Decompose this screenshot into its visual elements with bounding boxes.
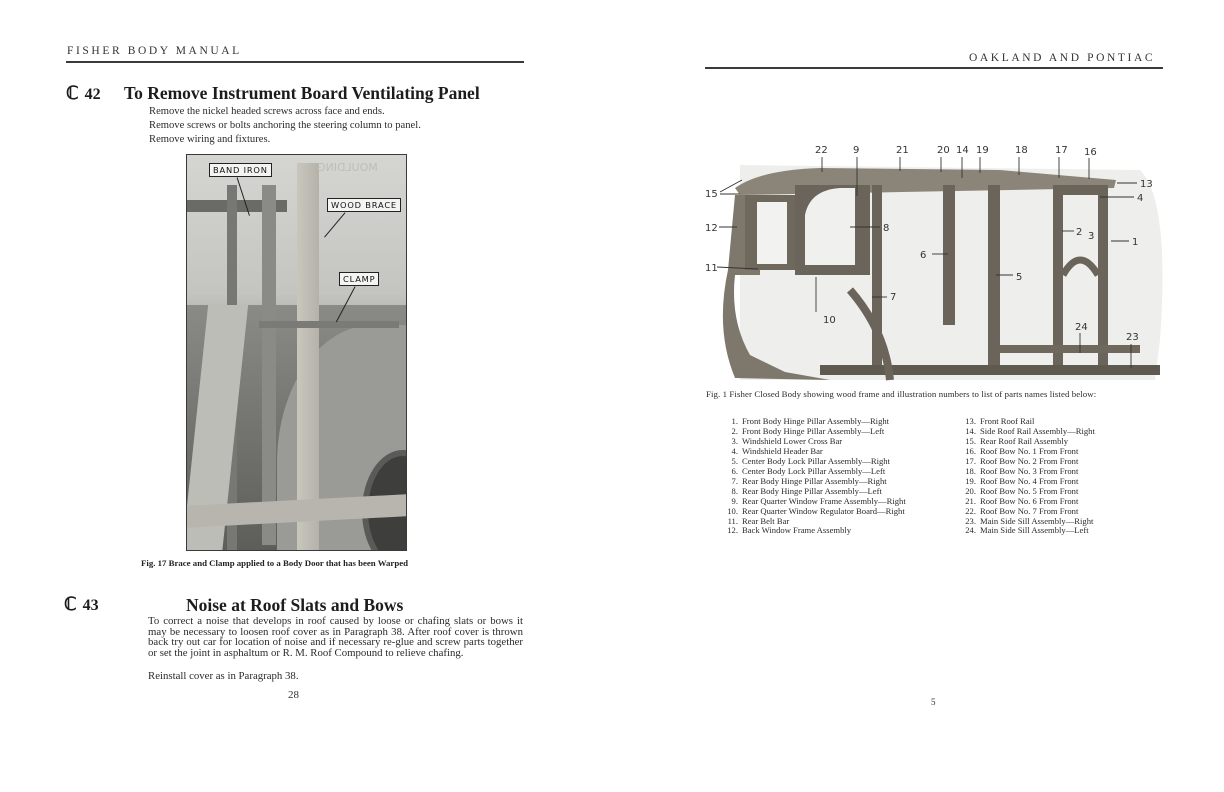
part-number: 12.: [727, 525, 738, 536]
part-number: 9.: [731, 495, 738, 506]
label-15: 15: [705, 189, 718, 200]
page-number-right: 5: [931, 697, 936, 707]
part-number: 17.: [965, 455, 976, 466]
part-name: Main Side Sill Assembly—Right: [980, 515, 1094, 526]
label-18: 18: [1015, 145, 1028, 156]
part-name: Roof Bow No. 6 From Front: [980, 495, 1079, 506]
part-name: Rear Belt Bar: [742, 515, 790, 526]
paragraph-mark-42: [66, 83, 101, 104]
part-name: Roof Bow No. 7 From Front: [980, 505, 1079, 516]
section-43-body: To correct a noise that develops in roof caused by loose or chafing slats or bows it may be necessary to loosen roof cover as in Paragraph 38. After roof cover is thrown back try out car for location of noise and if necessary re-glue and screw parts together or set the joint in asphaltum or R. M. Roof Compound to relieve chafing.: [148, 615, 523, 659]
paragraph-mark-43: [64, 594, 99, 615]
label-17: 17: [1055, 145, 1068, 156]
instruction-line: Remove wiring and fixtures.: [149, 134, 271, 145]
label-19: 19: [976, 145, 989, 156]
part-number: 14.: [965, 425, 976, 436]
figure-17-photo: [186, 154, 407, 551]
part-number: 16.: [965, 445, 976, 456]
parts-list-right: [962, 417, 1095, 536]
paragraph-number: 43: [82, 597, 99, 614]
part-name: Roof Bow No. 3 From Front: [980, 465, 1079, 476]
part-name: Windshield Lower Cross Bar: [742, 435, 843, 446]
label-16: 16: [1084, 147, 1097, 158]
part-name: Front Roof Rail: [980, 416, 1035, 426]
part-name: Rear Quarter Window Regulator Board—Right: [742, 505, 905, 516]
label-23: 23: [1126, 332, 1139, 343]
main-sill: [820, 365, 1160, 375]
wood-brace: [297, 163, 319, 550]
label-7: 7: [890, 292, 897, 303]
part-name: Roof Bow No. 5 From Front: [980, 485, 1079, 496]
label-10: 10: [823, 315, 836, 326]
part-name: Front Body Hinge Pillar Assembly—Left: [742, 425, 885, 436]
bleed-through-text: MOULDING: [317, 161, 378, 174]
part-name: Rear Quarter Window Frame Assembly—Right: [742, 495, 906, 506]
label-13: 13: [1140, 179, 1153, 190]
part-number: 21.: [965, 495, 976, 506]
header-rule: [705, 67, 1163, 69]
part-number: 10.: [727, 505, 738, 516]
part-number: 23.: [965, 515, 976, 526]
instruction-line: Remove screws or bolts anchoring the steering column to panel.: [149, 120, 421, 131]
figure-17-caption: Fig. 17 Brace and Clamp applied to a Body Door that has been Warped: [141, 558, 409, 568]
header-rule: [66, 61, 524, 63]
label-11: 11: [705, 263, 718, 274]
label-9: 9: [853, 145, 860, 156]
paragraph-number: 42: [84, 86, 101, 103]
part-number: 20.: [965, 485, 976, 496]
parts-list-item: [962, 526, 1095, 536]
part-number: 24.: [965, 525, 976, 536]
instruction-line: Remove the nickel headed screws across face and ends.: [149, 106, 385, 117]
label-24: 24: [1075, 322, 1088, 333]
part-number: 11.: [727, 515, 738, 526]
label-3: 3: [1088, 231, 1095, 242]
callout-wood-brace: WOOD BRACE: [327, 198, 401, 212]
parts-list-item: [724, 526, 906, 536]
part-number: 1.: [731, 416, 738, 426]
label-14: 14: [956, 145, 969, 156]
label-21: 21: [896, 145, 909, 156]
part-number: 19.: [965, 475, 976, 486]
label-4: 4: [1137, 193, 1144, 204]
figure-1-body-frame: [700, 140, 1170, 390]
label-8: 8: [883, 223, 890, 234]
parts-list-left: [724, 417, 906, 536]
figure-1-caption: Fig. 1 Fisher Closed Body showing wood frame and illustration numbers to list of parts names listed below:: [706, 389, 1097, 399]
part-name: Center Body Lock Pillar Assembly—Left: [742, 465, 886, 476]
label-12: 12: [705, 223, 718, 234]
running-head-right: OAKLAND AND PONTIAC: [969, 52, 1156, 64]
part-number: 22.: [965, 505, 976, 516]
running-head-left: FISHER BODY MANUAL: [67, 45, 242, 57]
leader-line: [324, 212, 345, 237]
label-6: 6: [920, 250, 927, 261]
clamp-bar: [259, 321, 399, 328]
label-2: 2: [1076, 227, 1083, 238]
part-name: Side Roof Rail Assembly—Right: [980, 425, 1095, 436]
label-20: 20: [937, 145, 950, 156]
part-number: 13.: [965, 416, 976, 426]
part-name: Main Side Sill Assembly—Left: [980, 525, 1089, 536]
section-title-43: Noise at Roof Slats and Bows: [186, 595, 404, 615]
label-22: 22: [815, 145, 828, 156]
paragraph-symbol-icon: ℂ: [66, 83, 79, 103]
part-name: Roof Bow No. 4 From Front: [980, 475, 1079, 486]
callout-band-iron: BAND IRON: [209, 163, 272, 177]
part-name: Back Window Frame Assembly: [742, 525, 852, 536]
windshield-header: [1053, 185, 1108, 195]
part-name: Rear Body Hinge Pillar Assembly—Left: [742, 485, 882, 496]
part-name: Center Body Lock Pillar Assembly—Right: [742, 455, 890, 466]
part-number: 7.: [731, 475, 738, 486]
part-number: 3.: [731, 435, 738, 446]
center-pillar-right: [988, 185, 1000, 375]
part-number: 15.: [965, 435, 976, 446]
page-number-left: 28: [288, 689, 299, 701]
part-name: Roof Bow No. 2 From Front: [980, 455, 1079, 466]
part-name: Windshield Header Bar: [742, 445, 823, 456]
quarter-window-opening: [805, 188, 855, 265]
part-number: 5.: [731, 455, 738, 466]
part-number: 8.: [731, 485, 738, 496]
part-name: Rear Body Hinge Pillar Assembly—Right: [742, 475, 887, 486]
section-43-reinstall: Reinstall cover as in Paragraph 38.: [148, 670, 299, 682]
part-number: 6.: [731, 465, 738, 476]
part-number: 4.: [731, 445, 738, 456]
rear-window-opening: [757, 202, 787, 264]
part-number: 2.: [731, 425, 738, 436]
right-page: [612, 0, 1224, 792]
paragraph-symbol-icon: ℂ: [64, 594, 77, 614]
part-name: Roof Bow No. 1 From Front: [980, 445, 1079, 456]
inner-sill: [1000, 345, 1140, 353]
center-pillar-left: [943, 185, 955, 325]
part-name: Front Body Hinge Pillar Assembly—Right: [742, 416, 890, 426]
callout-clamp: CLAMP: [339, 272, 379, 286]
part-number: 18.: [965, 465, 976, 476]
label-5: 5: [1016, 272, 1023, 283]
part-name: Rear Roof Rail Assembly: [980, 435, 1069, 446]
label-1: 1: [1132, 237, 1139, 248]
door-pillar-2: [262, 185, 276, 545]
section-title-42: To Remove Instrument Board Ventilating Panel: [124, 83, 480, 103]
